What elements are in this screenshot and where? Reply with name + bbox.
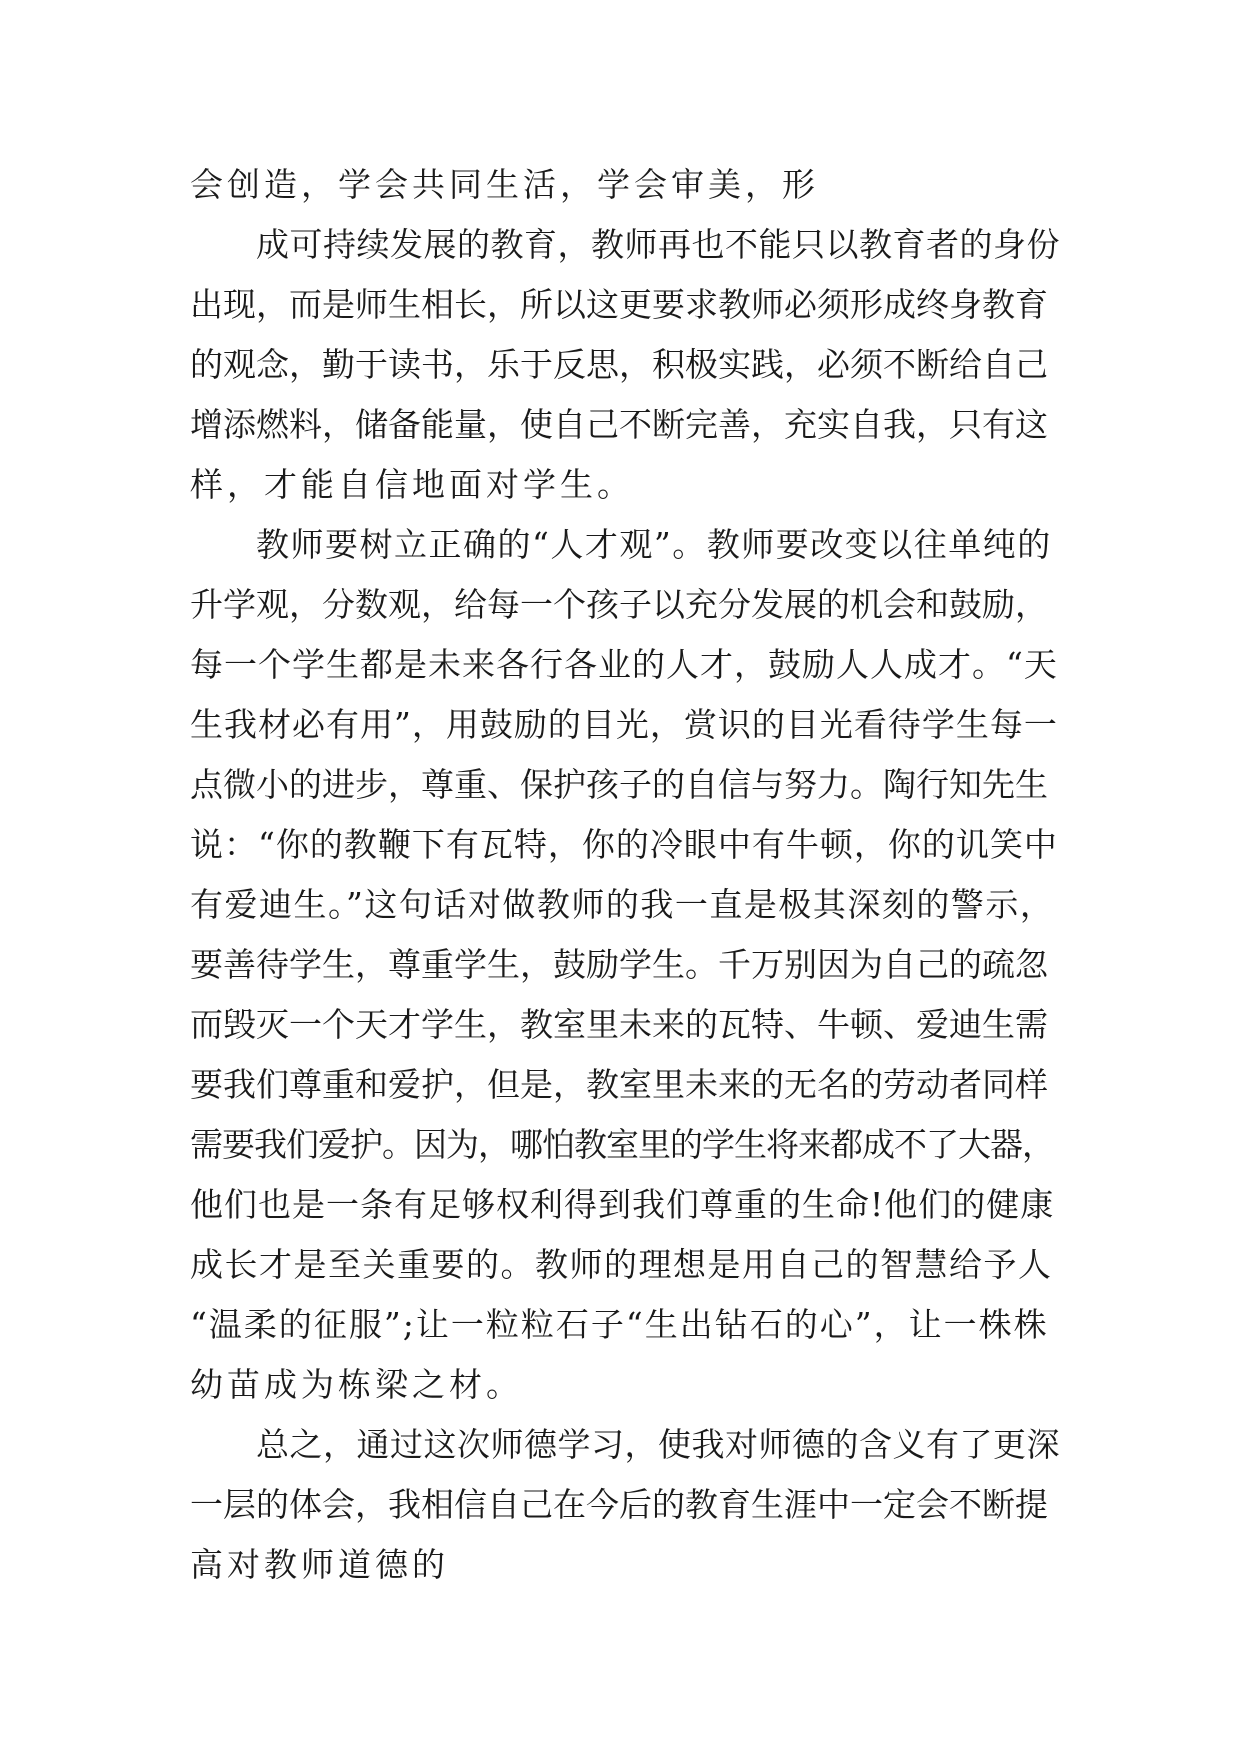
text-line: 而毁灭一个天才学生，教室里未来的瓦特、牛顿、爱迪生需 xyxy=(190,1005,1048,1044)
text-line: 需要我们爱护。因为，哪怕教室里的学生将来都成不了大器， xyxy=(190,1125,1054,1164)
text-line: 他们也是一条有足够权利得到我们尊重的生命!他们的健康 xyxy=(190,1185,1055,1224)
text-line: 高对教师道德的 xyxy=(190,1545,449,1584)
text-line: 要善待学生，尊重学生，鼓励学生。千万别因为自己的疏忽 xyxy=(190,945,1048,984)
text-line: 要我们尊重和爱护，但是，教室里未来的无名的劳动者同样 xyxy=(190,1065,1048,1104)
text-line: 生我材必有用”，用鼓励的目光，赏识的目光看待学生每一 xyxy=(190,705,1058,744)
text-line: 出现，而是师生相长，所以这更要求教师必须形成终身教育 xyxy=(190,285,1048,324)
text-line: 增添燃料，储备能量，使自己不断完善，充实自我，只有这 xyxy=(190,405,1048,444)
text-line: 幼苗成为栋梁之材。 xyxy=(190,1365,523,1404)
text-line: 样，才能自信地面对学生。 xyxy=(190,465,634,504)
text-line: 一层的体会，我相信自己在今后的教育生涯中一定会不断提 xyxy=(190,1485,1048,1524)
text-line: “温柔的征服”;让一粒粒石子“生出钻石的心”，让一株株 xyxy=(190,1305,1049,1344)
text-line: 教师要树立正确的“人才观”。教师要改变以往单纯的 xyxy=(256,525,1052,564)
text-line: 点微小的进步，尊重、保护孩子的自信与努力。陶行知先生 xyxy=(190,765,1048,804)
text-line: 成长才是至关重要的。教师的理想是用自己的智慧给予人 xyxy=(190,1245,1053,1284)
text-line: 总之，通过这次师德学习，使我对师德的含义有了更深 xyxy=(256,1425,1060,1464)
text-line: 成可持续发展的教育，教师再也不能只以教育者的身份 xyxy=(256,225,1060,264)
document-body xyxy=(190,155,1060,1595)
text-line: 会创造，学会共同生活，学会审美，形 xyxy=(190,165,819,204)
text-line: 有爱迪生。”这句话对做教师的我一直是极其深刻的警示， xyxy=(190,885,1055,924)
text-line: 的观念，勤于读书，乐于反思，积极实践，必须不断给自己 xyxy=(190,345,1048,384)
text-line: 升学观，分数观，给每一个孩子以充分发展的机会和鼓励， xyxy=(190,585,1048,624)
text-line: 说：“你的教鞭下有瓦特，你的冷眼中有牛顿，你的讥笑中 xyxy=(190,825,1058,864)
text-line: 每一个学生都是未来各行各业的人才，鼓励人人成才。“天 xyxy=(190,645,1058,684)
